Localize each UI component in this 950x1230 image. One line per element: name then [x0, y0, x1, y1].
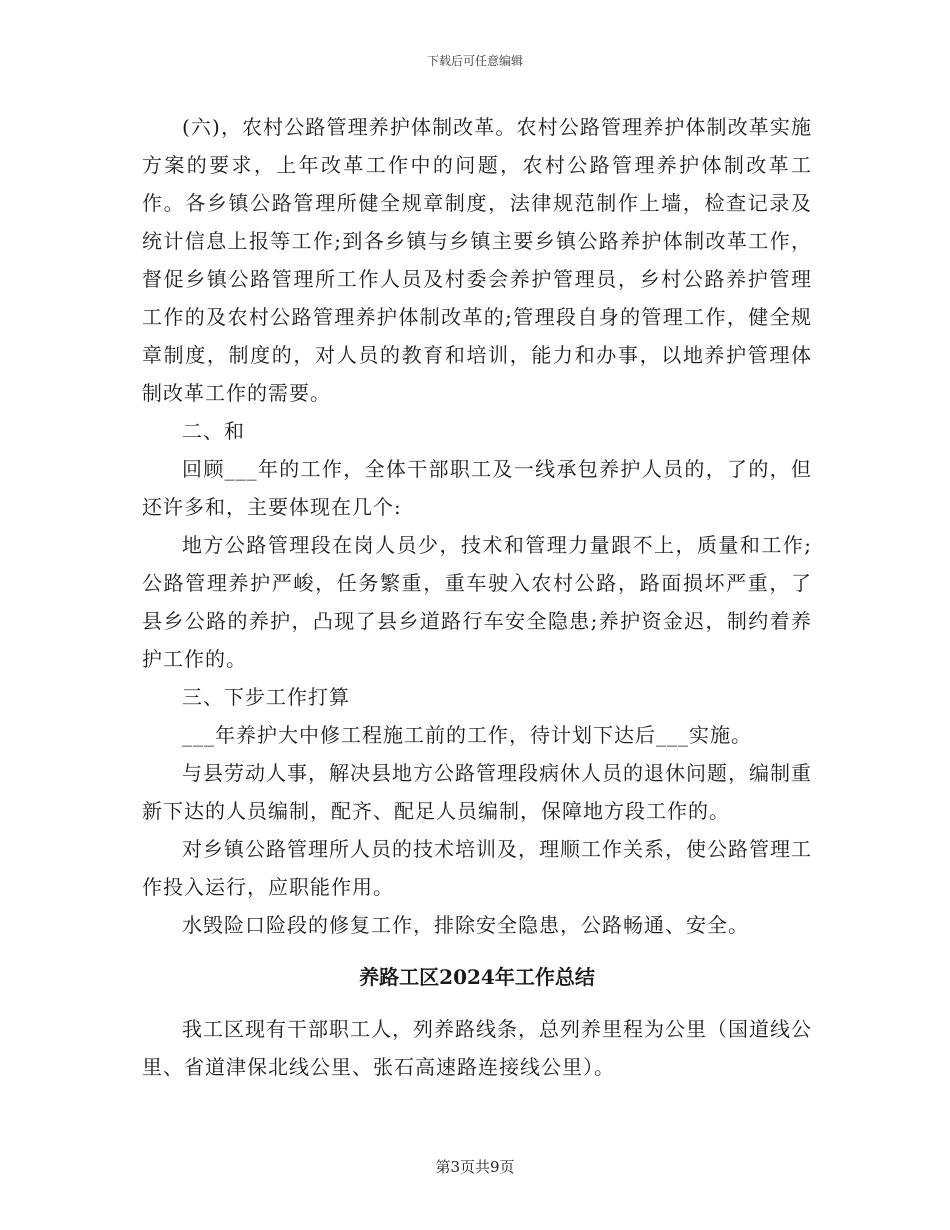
paragraph: ___年养护大中修工程施工前的工作，待计划下达后___实施。	[182, 723, 752, 747]
section-heading-2: 二、和	[182, 419, 245, 443]
paragraph: 我工区现有干部职工人，列养路线条，总列养里程为公里（国道线公里、省道津保北线公里、张石高速路连接线公里）。	[142, 1017, 812, 1079]
paragraph: 对乡镇公路管理所人员的技术培训及，理顺工作关系，使公路管理工作投入运行，应职能作用。	[142, 837, 812, 899]
paragraph: 水毁险口险段的修复工作，排除安全隐患，公路畅通、安全。	[182, 913, 749, 937]
paragraph: 回顾___年的工作，全体干部职工及一线承包养护人员的，了的，但还许多和，主要体现在几个:	[142, 457, 812, 519]
page-number: 第3页共9页	[435, 1158, 515, 1176]
paragraph: 与县劳动人事，解决县地方公路管理段病休人员的退休问题，编制重新下达的人员编制，配齐、配足人员编制，保障地方段工作的。	[142, 761, 812, 823]
page-header: 下载后可任意编辑	[426, 54, 523, 68]
paragraph: 地方公路管理段在岗人员少，技术和管理力量跟不上，质量和工作;公路管理养护严峻，任务繁重，重车驶入农村公路，路面损坏严重，了县乡公路的养护，凸现了县乡道路行车安全隐患;养护资金迟，制约着养护工作的。	[142, 533, 812, 671]
document-body	[142, 108, 812, 1086]
section-title: 养路工区2024年工作总结	[359, 965, 595, 989]
section-heading-3: 三、下步工作打算	[182, 685, 350, 709]
paragraph: (六)，农村公路管理养护体制改革。农村公路管理养护体制改革实施方案的要求，上年改革工作中的问题，农村公路管理养护体制改革工作。各乡镇公路管理所健全规章制度，法律规范制作上墙，检查记录及统计信息上报等工作;到各乡镇与乡镇主要乡镇公路养护体制改革工作，督促乡镇公路管理所工作人员及村委会养护管理员，乡村公路养护管理工作的及农村公路管理养护体制改革的;管理段自身的管理工作，健全规章制度，制度的，对人员的教育和培训，能力和办事，以地养护管理体制改革工作的需要。	[142, 115, 812, 405]
